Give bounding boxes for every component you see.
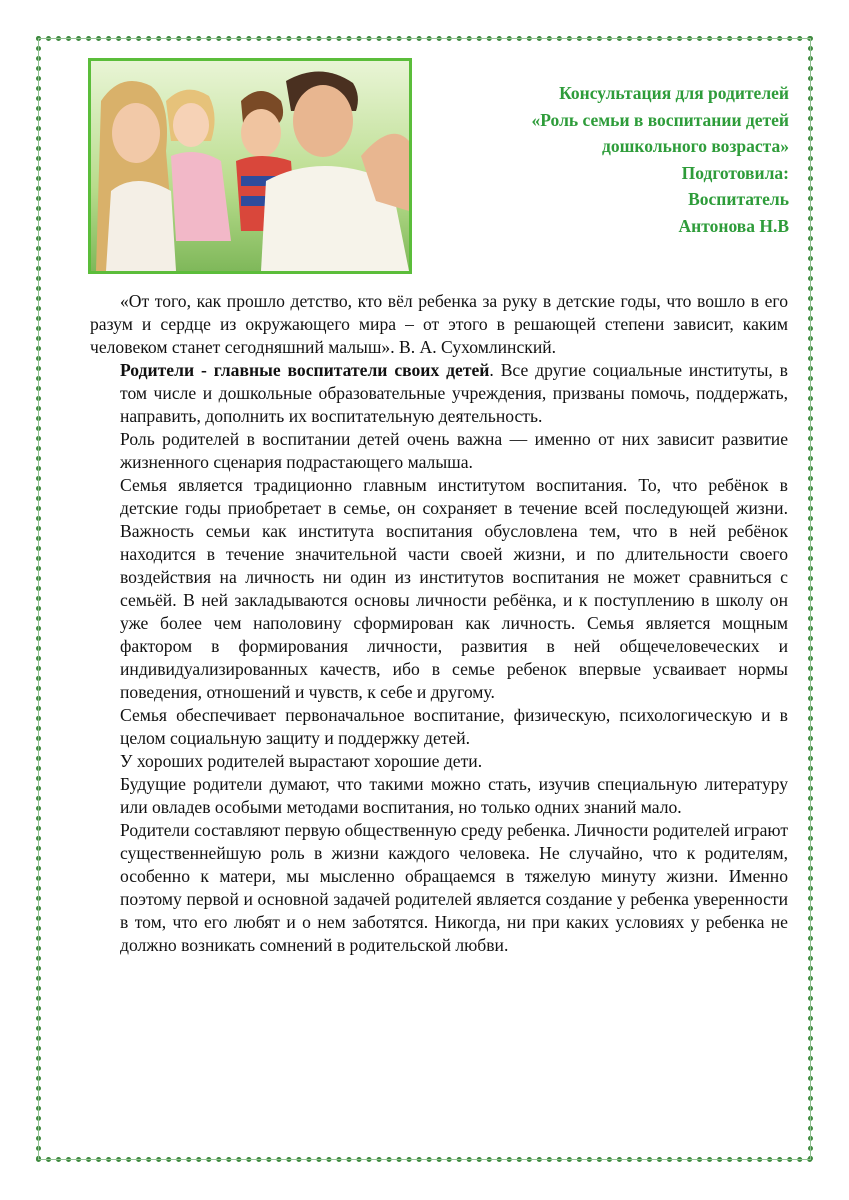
paragraph-good-parents: У хороших родителей вырастают хорошие дети. — [120, 751, 483, 771]
header-author: Антонова Н.В — [678, 215, 789, 236]
header-prepared-by-label: Подготовила: — [681, 162, 789, 183]
quote-text: «От того, как прошло детство, кто вёл ребенка за руку в детские годы, что вошло в его разум и сердце из окружающего мира – от этого в решающей степени зависит, каким человеком станет сегодняшний малыш». В. А. Сухомлинский. — [90, 291, 788, 357]
paragraph-social-environment: Родители составляют первую общественную среду ребенка. Личности родителей играют существеннейшую роль в жизни каждого человека. Не случайно, что к родителям, особенно к матери, мы мысленно обращаемся в тяжелую минуту жизни. Именно поэтому первой и основной задачей родителей является создание у ребенка уверенности в том, что его любят и о нем заботятся. Никогда, ни при каких условиях у ребенка не должно возникать сомнений в родительской любви. — [120, 820, 789, 955]
body-text — [90, 290, 789, 957]
header-topic-line1: «Роль семьи в воспитании детей — [531, 109, 789, 130]
paragraph-future-parents: Будущие родители думают, что такими можно стать, изучив специальную литературу или овладев особыми методами воспитания, но только одних знаний мало. — [120, 774, 788, 817]
header-title: Консультация для родителей — [559, 83, 789, 103]
paragraph-quote — [90, 290, 788, 359]
header-topic-line2: дошкольного возраста» — [602, 136, 789, 157]
header-block — [409, 80, 789, 240]
paragraph-family-provides: Семья обеспечивает первоначальное воспитание, физическую, психологическую и в целом социальную защиту и поддержку детей. — [120, 705, 788, 748]
bold-lead-text: Родители - главные воспитатели своих детей — [120, 360, 490, 380]
header-position: Воспитатель — [688, 189, 789, 210]
paragraph-parents-main — [120, 359, 788, 428]
family-photo — [88, 58, 412, 274]
paragraph-family-institute: Семья является традиционно главным институтом воспитания. То, что ребёнок в детские годы приобретает в семье, он сохраняет в течение всей последующей жизни. Важность семьи как института воспитания обусловлена тем, что в ней ребёнок находится в течение значительной части своей жизни, и по длительности своего воздействия на личность ни один из институтов воспитания не может сравниться с семьёй. В ней закладываются основы личности ребёнка, и к поступлению в школу он уже более чем наполовину сформирован как личность. Семья является мощным фактором в формирования личности, развития в ней общечеловеческих и индивидуализированных качеств, ибо в семье ребенок впервые усваивает нормы поведения, отношений и чувств, к себе и другому. — [120, 475, 788, 702]
paragraph-role: Роль родителей в воспитании детей очень важна — именно от них зависит развитие жизненного сценария подрастающего малыша. — [120, 429, 788, 472]
paragraph-parents-main-rest: . Все другие социальные институты, в том числе и дошкольные образовательные учреждения, призваны помочь, поддержать, направить, дополнить их воспитательную деятельность. — [120, 360, 788, 426]
